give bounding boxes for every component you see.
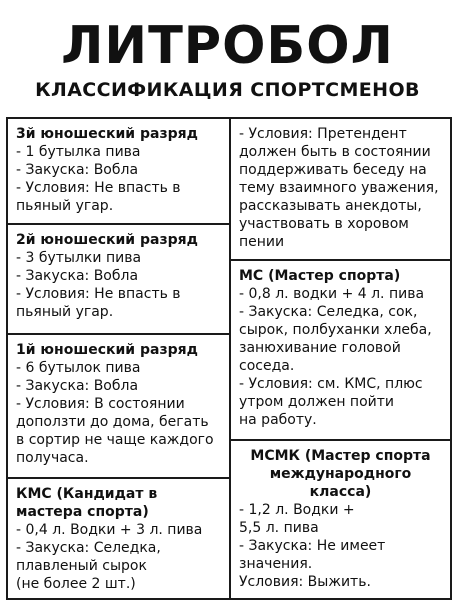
cell-msmk xyxy=(231,441,450,598)
kms-cond-line: тему взаимного уважения, xyxy=(239,180,439,196)
rank-1-line: доползти до дома, бегать xyxy=(16,414,209,430)
rank-1-line: в сортир не чаще каждого xyxy=(16,432,214,448)
ms-line: утром должен пойти xyxy=(239,394,394,410)
cell-kms-conditions xyxy=(231,119,450,259)
ms-line: занюхивание головой xyxy=(239,340,401,356)
msmk-title: МСМК (Мастер спорта xyxy=(250,448,431,464)
page-title: ЛИТРОБОЛ xyxy=(61,16,394,76)
header xyxy=(0,0,455,117)
rank-2-line: - Закуска: Вобла xyxy=(16,268,139,284)
kms-title: мастера спорта) xyxy=(16,504,149,520)
kms-cond-line: поддерживать беседу на xyxy=(239,162,427,178)
kms-cond-line: рассказывать анекдоты, xyxy=(239,198,422,214)
kms-cond-line: участвовать в хоровом xyxy=(239,216,409,232)
msmk-title: класса) xyxy=(309,484,372,500)
ms-line: на работу. xyxy=(239,412,317,428)
msmk-line: 5,5 л. пива xyxy=(239,520,319,536)
rank-2-line: - Условия: Не впасть в xyxy=(16,286,181,302)
rank-1-line: - Закуска: Вобла xyxy=(16,378,139,394)
msmk-line: Условия: Выжить. xyxy=(239,574,371,590)
rank-1-line: - Условия: В состоянии xyxy=(16,396,185,412)
rank-3-line: - Условия: Не впасть в xyxy=(16,180,181,196)
rank-3-line: - 1 бутылка пива xyxy=(16,144,141,160)
cell-rank-3 xyxy=(8,119,229,223)
msmk-line: - 1,2 л. Водки + xyxy=(239,502,355,518)
ms-line: - Условия: см. КМС, плюс xyxy=(239,376,423,392)
kms-line: - Закуска: Селедка, xyxy=(16,540,161,556)
rank-1-line: получаса. xyxy=(16,450,89,466)
ms-line: соседа. xyxy=(239,358,295,374)
kms-line: - 0,4 л. Водки + 3 л. пива xyxy=(16,522,203,538)
page-subtitle: КЛАССИФИКАЦИЯ СПОРТСМЕНОВ xyxy=(35,79,420,101)
kms-cond-line: должен быть в состоянии xyxy=(239,144,431,160)
ms-title: МС (Мастер спорта) xyxy=(239,268,401,284)
rank-2-line: - 3 бутылки пива xyxy=(16,250,142,266)
cell-kms xyxy=(8,479,229,598)
rank-1-title: 1й юношеский разряд xyxy=(16,342,198,358)
rank-2-title: 2й юношеский разряд xyxy=(16,232,198,248)
cell-ms xyxy=(231,261,450,439)
rank-1-line: - 6 бутылок пива xyxy=(16,360,141,376)
rank-3-title: 3й юношеский разряд xyxy=(16,126,198,142)
msmk-title: международного xyxy=(269,466,412,482)
cell-rank-2 xyxy=(8,225,229,333)
msmk-line: - Закуска: Не имеет xyxy=(239,538,386,554)
rank-2-line: пьяный угар. xyxy=(16,304,114,320)
classification-table xyxy=(6,117,452,600)
msmk-line: значения. xyxy=(239,556,313,572)
rank-3-line: - Закуска: Вобла xyxy=(16,162,139,178)
ms-line: сырок, полбуханки хлеба, xyxy=(239,322,432,338)
kms-title: КМС (Кандидат в xyxy=(16,486,158,502)
ms-line: - 0,8 л. водки + 4 л. пива xyxy=(239,286,425,302)
cell-rank-1 xyxy=(8,335,229,477)
rank-3-line: пьяный угар. xyxy=(16,198,114,214)
kms-cond-line: - Условия: Претендент xyxy=(239,126,407,142)
ms-line: - Закуска: Селедка, сок, xyxy=(239,304,418,320)
kms-line: плавленый сырок xyxy=(16,558,147,574)
kms-line: (не более 2 шт.) xyxy=(16,576,136,592)
kms-cond-line: пении xyxy=(239,234,285,250)
